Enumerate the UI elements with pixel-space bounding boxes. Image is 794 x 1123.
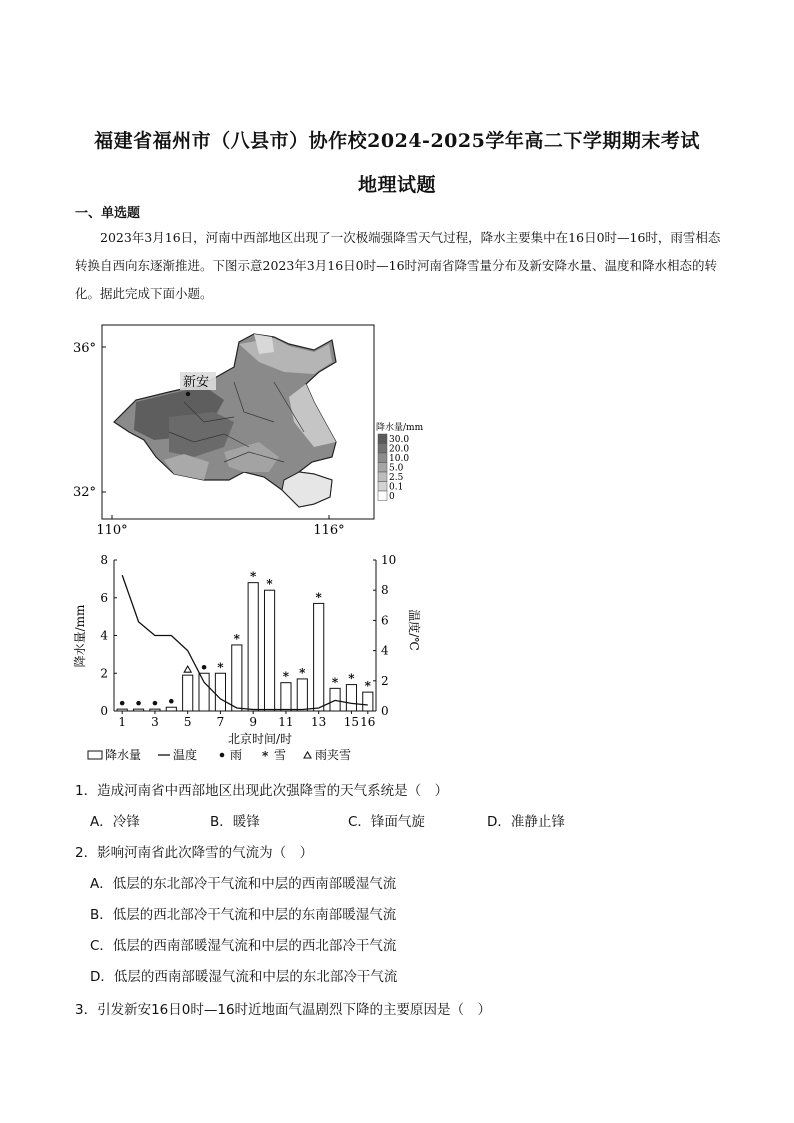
precip-bar xyxy=(150,709,160,711)
y-tick-label-left: 2 xyxy=(100,666,108,681)
precip-bar xyxy=(183,675,193,711)
q2-option-b[interactable]: B．低层的西北部冷干气流和中层的东南部暖湿气流 xyxy=(90,907,397,923)
legend-rain-swatch xyxy=(220,753,225,758)
legend-label: 雨夹雪 xyxy=(315,748,352,762)
snow-symbol: * xyxy=(233,631,240,646)
lon-label: 110° xyxy=(96,523,128,538)
legend-value: 10.0 xyxy=(389,454,410,464)
precip-temp-chart xyxy=(73,548,421,770)
legend-label: 温度 xyxy=(173,748,198,762)
q1-option-a[interactable]: A．冷锋 xyxy=(90,814,140,830)
question-stem-paragraph: 2023年3月16日，河南中西部地区出现了一次极端强降雪天气过程，降水主要集中在16日0时—16时，雨雪相态转换自西向东逐渐推进。下图示意2023年3月16日0时—16时河南省降雪量分布及新安降水量、温度和降水相态的转化。据此完成下面小题。 xyxy=(75,230,721,301)
y-tick-label-right: 4 xyxy=(381,643,389,658)
precip-bar xyxy=(346,685,356,711)
sleet-symbol xyxy=(184,666,191,672)
precip-bar xyxy=(363,692,373,711)
precip-bar xyxy=(232,645,242,711)
y-tick-label-left: 0 xyxy=(100,704,108,718)
x-tick-label: 15 xyxy=(343,715,360,729)
legend-swatch xyxy=(378,482,387,492)
x-tick-label: 1 xyxy=(118,715,127,729)
lat-label: 32° xyxy=(72,485,96,500)
q1-option-d[interactable]: D．准静止锋 xyxy=(487,814,565,830)
map-legend xyxy=(378,434,409,502)
lat-label: 36° xyxy=(72,341,96,356)
precip-bar xyxy=(215,673,225,711)
x-tick-label: 9 xyxy=(249,715,258,729)
precip-bar xyxy=(314,603,324,711)
legend-value: 2.5 xyxy=(389,473,404,483)
place-label-xinan: 新安 xyxy=(183,375,210,390)
legend-label: 降水量 xyxy=(105,748,142,762)
y-tick-label-right: 6 xyxy=(381,613,389,628)
snow-symbol: * xyxy=(299,665,306,680)
precip-bar xyxy=(281,683,291,711)
legend-swatch xyxy=(378,444,387,454)
question-2-stem: 2．影响河南省此次降雪的气流为（ ） xyxy=(75,845,314,861)
rain-symbol xyxy=(120,701,125,706)
precip-bar xyxy=(117,709,127,711)
y-axis-label-right: 温度/℃ xyxy=(407,609,421,651)
y-tick-label-right: 0 xyxy=(381,704,389,718)
x-tick-label: 11 xyxy=(278,715,294,729)
legend-value: 20.0 xyxy=(389,444,410,455)
x-tick-label: 13 xyxy=(311,715,327,729)
legend-label: 雨 xyxy=(230,748,243,762)
legend-value: 5.0 xyxy=(389,463,404,474)
legend-swatch xyxy=(378,434,387,444)
snow-symbol: * xyxy=(282,669,290,684)
precip-bar xyxy=(199,673,209,711)
legend-bar-swatch xyxy=(88,751,102,759)
precip-bar xyxy=(297,679,307,711)
exam-subtitle: 地理试题 xyxy=(357,174,436,196)
q2-option-a[interactable]: A．低层的东北部冷干气流和中层的西南部暖湿气流 xyxy=(90,876,397,892)
y-tick-label-right: 2 xyxy=(381,673,389,688)
legend-sleet-swatch xyxy=(304,752,311,758)
precip-bar xyxy=(264,590,274,711)
precip-bar xyxy=(166,707,176,711)
precip-bar xyxy=(330,688,340,711)
snow-symbol: * xyxy=(315,590,322,605)
legend-label: 雪 xyxy=(274,748,287,762)
rain-symbol xyxy=(202,665,207,670)
chart-legend xyxy=(88,747,351,763)
legend-value: 0.1 xyxy=(389,482,404,493)
q1-option-b[interactable]: B．暖锋 xyxy=(210,814,260,830)
y-axis-label-left: 降水量/mm xyxy=(73,604,87,668)
legend-swatch xyxy=(378,453,387,463)
x-axis-label: 北京时间/时 xyxy=(227,732,293,746)
x-tick-label: 5 xyxy=(183,715,192,729)
lon-label: 116° xyxy=(313,523,345,538)
q2-option-d[interactable]: D．低层的西南部暖湿气流和中层的东北部冷干气流 xyxy=(90,969,398,985)
snow-symbol: * xyxy=(266,577,273,592)
y-tick-label-left: 6 xyxy=(100,590,108,605)
x-tick-label: 16 xyxy=(360,715,376,729)
section-heading: 一、单选题 xyxy=(75,206,141,221)
rain-symbol xyxy=(136,701,141,706)
henan-precipitation-map xyxy=(72,322,424,538)
map-legend-title: 降水量/mm xyxy=(376,423,424,433)
question-1-stem: 1．造成河南省中西部地区出现此次强降雪的天气系统是（ ） xyxy=(75,783,449,799)
legend-snow-swatch: * xyxy=(262,749,269,763)
y-tick-label-left: 8 xyxy=(100,553,108,567)
snow-symbol: * xyxy=(217,660,224,675)
precip-bar xyxy=(248,583,258,711)
question-3-stem: 3．引发新安16日0时—16时近地面气温剧烈下降的主要原因是（ ） xyxy=(75,1002,492,1018)
rain-symbol xyxy=(169,699,174,704)
xinan-marker xyxy=(186,392,190,396)
exam-title: 福建省福州市（八县市）协作校2024-2025学年高二下学期期末考试 xyxy=(94,130,700,152)
snow-symbol: * xyxy=(331,675,339,690)
precip-bar xyxy=(133,709,143,711)
q2-option-c[interactable]: C．低层的西南部暖湿气流和中层的西北部冷干气流 xyxy=(90,938,397,954)
q1-option-c[interactable]: C．锋面气旋 xyxy=(348,814,425,830)
x-tick-label: 3 xyxy=(151,715,159,729)
snow-symbol: * xyxy=(250,569,257,584)
legend-swatch xyxy=(378,463,387,473)
snow-symbol: * xyxy=(348,671,355,686)
legend-value: 30.0 xyxy=(389,435,410,445)
rain-symbol xyxy=(153,701,158,706)
x-tick-label: 7 xyxy=(216,715,225,729)
y-tick-label-left: 4 xyxy=(100,628,108,643)
y-tick-label-right: 8 xyxy=(381,583,389,598)
legend-swatch xyxy=(378,472,387,482)
legend-swatch xyxy=(378,491,387,501)
legend-value: 0 xyxy=(389,492,395,502)
snow-symbol: * xyxy=(364,679,371,694)
y-tick-label-right: 10 xyxy=(381,553,397,567)
